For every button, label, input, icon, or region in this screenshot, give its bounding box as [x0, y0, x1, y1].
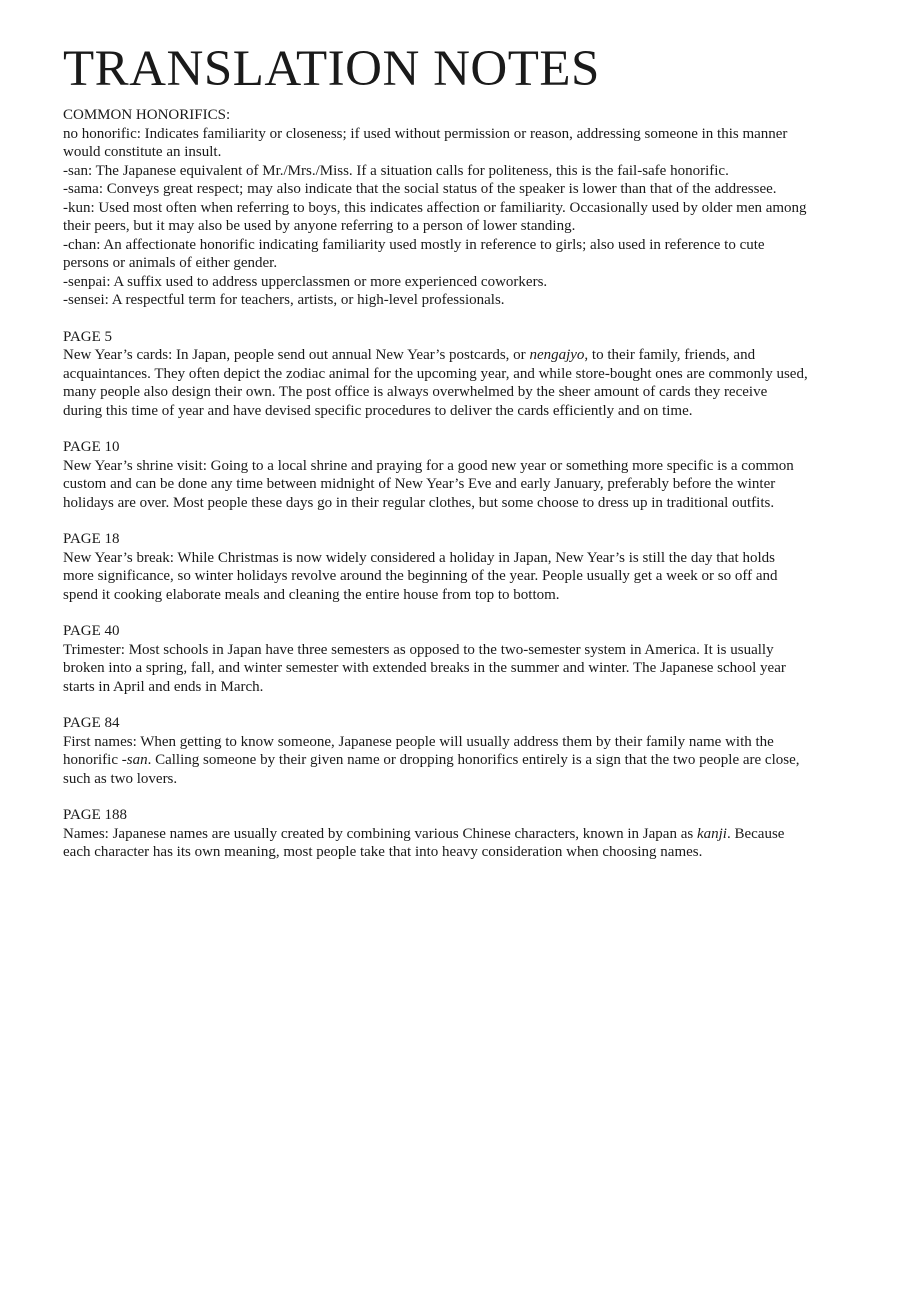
note-text: First names: When getting to know someone, Japanese people will usually address them by their family name with the honorific -san. Calling someone by their given name or dropping honorifics entirely is a sign that the two people are close, such as two lovers.: [63, 733, 800, 787]
note-section: [63, 622, 808, 696]
note-text: New Year’s cards: In Japan, people send out annual New Year’s postcards, or nengajyo, to their family, friends, and acquaintances. They often depict the zodiac animal for the upcoming year, and while store-bought ones are commonly used, many people also design their own. The post office is always overwhelmed by the sheer amount of cards they receive during this time of year and have devised specific procedures to deliver the cards efficiently and on time.: [63, 347, 808, 419]
note-text: New Year’s break: While Christmas is now widely considered a holiday in Japan, New Year’s is still the day that holds more significance, so winter holidays revolve around the beginning of the year. People usually get a week or so off and spend it cooking elaborate meals and cleaning the entire house from top to bottom.: [63, 549, 778, 603]
note-section: [63, 438, 808, 512]
note-section: [63, 530, 808, 604]
note-italic-term: nengajyo: [529, 347, 585, 363]
note-section: [63, 806, 808, 862]
page-title: TRANSLATION NOTES: [63, 41, 600, 97]
note-text: Names: Japanese names are usually created by combining various Chinese characters, known in Japan as kanji. Because each character has its own meaning, most people take that into heavy consideration when choosing names.: [63, 825, 785, 860]
translation-notes-page: [63, 40, 808, 880]
honorific-entry: -sama: Conveys great respect; may also indicate that the social status of the speaker is lower than that of the addressee.: [63, 181, 777, 197]
note-italic-term: -san: [121, 752, 148, 768]
note-section: [63, 328, 808, 421]
honorific-entry: -san: The Japanese equivalent of Mr./Mrs./Miss. If a situation calls for politeness, this is the fail-safe honorific.: [63, 162, 729, 179]
honorifics-section: [63, 106, 808, 310]
note-page-heading: PAGE 5: [63, 328, 113, 345]
note-italic-term: kanji: [696, 825, 727, 842]
note-page-heading: PAGE 40: [63, 623, 120, 639]
honorific-entry: -senpai: A suffix used to address upperclassmen or more experienced coworkers.: [63, 273, 548, 290]
note-page-heading: PAGE 18: [63, 531, 120, 547]
honorific-entry: -chan: An affectionate honorific indicating familiarity used mostly in reference to girls; also used in reference to cute persons or animals of either gender.: [63, 236, 765, 271]
note-page-heading: PAGE 188: [63, 807, 128, 823]
honorific-entry: -kun: Used most often when referring to boys, this indicates affection or familiarity. Occasionally used by older men among their peers, but it may also be used by anyone referring to a person of lower standing.: [63, 199, 807, 234]
honorific-entry: no honorific: Indicates familiarity or closeness; if used without permission or reason, addressing someone in this manner would constitute an insult.: [63, 125, 788, 160]
note-page-heading: PAGE 84: [63, 715, 120, 731]
honorifics-heading: COMMON HONORIFICS:: [63, 107, 231, 123]
note-text: Trimester: Most schools in Japan have three semesters as opposed to the two-semester system in America. It is usually broken into a spring, fall, and winter semester with extended breaks in the summer and winter. The Japanese school year starts in April and ends in March.: [63, 641, 786, 695]
honorific-entry: -sensei: A respectful term for teachers, artists, or high-level professionals.: [63, 292, 505, 308]
note-section: [63, 714, 808, 788]
note-text: New Year’s shrine visit: Going to a local shrine and praying for a good new year or something more specific is a common custom and can be done any time between midnight of New Year’s Eve and early January, preferably before the winter holidays are over. Most people these days go in their regular clothes, but some choose to dress up in traditional outfits.: [63, 457, 794, 511]
note-page-heading: PAGE 10: [63, 439, 120, 455]
